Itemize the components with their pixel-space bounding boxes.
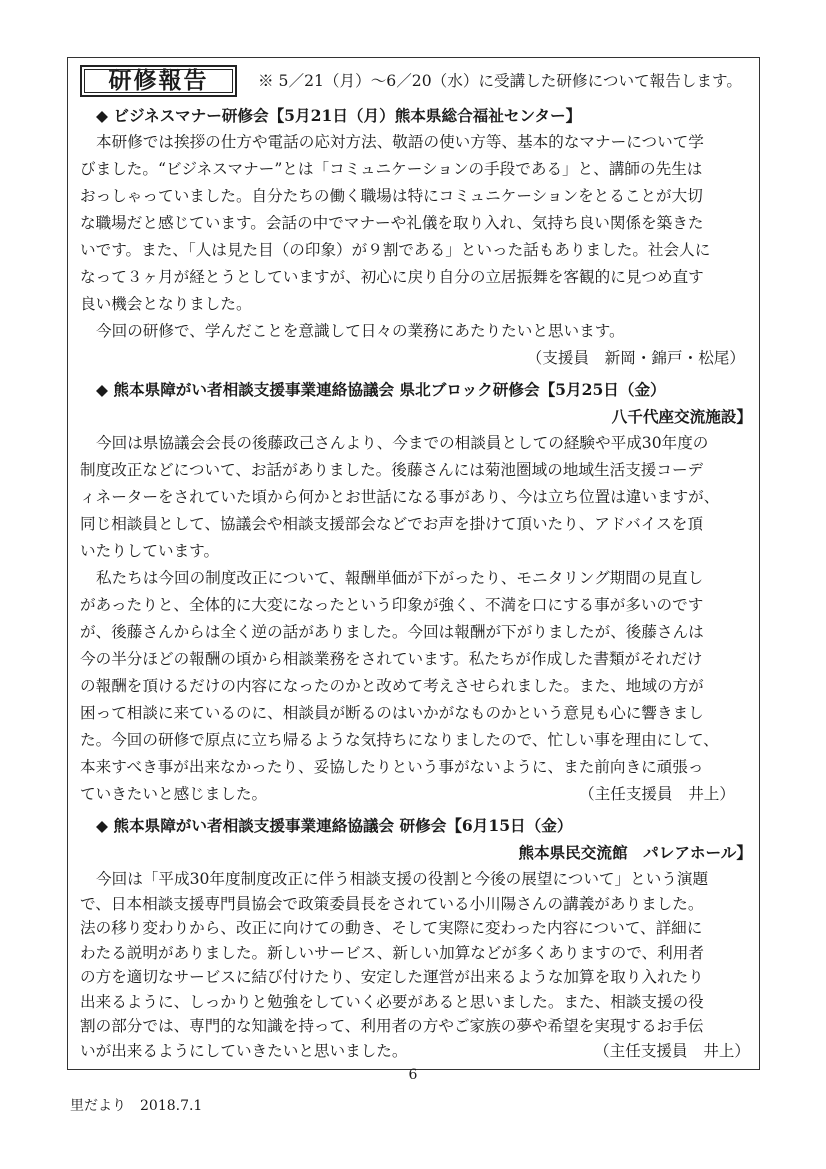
section-1-line: びました。“ビジネスマナー”とは「コミュニケーションの手段である」と、講師の先生は <box>80 160 703 178</box>
section-3-line: 今回は「平成30年度制度改正に伴う相談支援の役割と今後の展望について」という演題 <box>96 870 709 888</box>
page-number: 6 <box>408 1067 418 1083</box>
section-2-line: 私たちは今回の制度改正について、報酬単価が下がったり、モニタリング期間の見直し <box>96 569 704 587</box>
section-2-line: ィネーターをされていた頃から何かとお世話になる事があり、今は立ち位置は違いますが、 <box>80 488 720 506</box>
section-3-line: わたる説明がありました。新しいサービス、新しい加算などが多くありますので、利用者 <box>80 943 704 962</box>
section-2-line: 制度改正などについて、お話がありました。後藤さんには菊池圏域の地域生活支援コーデ <box>80 461 704 479</box>
intro-note: ※ 5／21（月）～6／20（水）に受講した研修について報告します。 <box>258 72 742 90</box>
section-3-line: 割の部分では、専門的な知識を持って、利用者の方やご家族の夢や希望を実現するお手伝 <box>80 1017 704 1035</box>
section-3-line: の方を適切なサービスに結び付けたり、安定した運営が出来るような加算を取り入れたり <box>80 968 704 986</box>
section-2-line: た。今回の研修で原点に立ち帰るような気持ちになりましたので、忙しい事を理由にして、 <box>80 731 719 749</box>
report-title: 研修報告 <box>80 65 237 97</box>
section-2-line: があったりと、全体的に大変になったという印象が強く、不満を口にする事が多いのです <box>80 596 704 614</box>
section-3-line: 出来るように、しっかりと勉強をしていく必要があると思いました。また、相談支援の役 <box>80 992 704 1011</box>
section-3-venue: 熊本県民交流館 パレアホール】 <box>518 843 752 862</box>
section-3-heading: ◆ 熊本県障がい者相談支援事業連絡協議会 研修会【6月15日（金） <box>96 816 573 835</box>
section-1-heading: ◆ ビジネスマナー研修会【5月21日（月）熊本県総合福祉センター】 <box>96 106 582 125</box>
section-2-line: 今回は県協議会会長の後藤政己さんより、今までの相談員としての経験や平成30年度の <box>96 434 709 452</box>
section-2-venue: 八千代座交流施設】 <box>611 407 752 426</box>
section-3-line: 法の移り変わりから、改正に向けての動き、そして実際に変わった内容について、詳細に <box>80 919 703 937</box>
section-1-line: おっしゃっていました。自分たちの働く職場は特にコミュニケーションをとることが大切 <box>80 187 703 205</box>
section-1-line: いです。また、「人は見た目（の印象）が９割である」といった話もありました。社会人に <box>80 241 711 259</box>
section-2-line: ていきたいと感じました。 <box>80 785 268 803</box>
section-1-signature: （支援員 新岡・錦戸・松尾） <box>526 349 745 367</box>
section-2-line: 本来すべき事が出来なかったり、妥協したりという事がないように、また前向きに頑張っ <box>80 758 704 776</box>
section-2-line: いたりしています。 <box>80 542 220 560</box>
section-1-line: 良い機会となりました。 <box>80 295 252 313</box>
page-frame <box>67 57 760 1070</box>
section-3-line: で、日本相談支援専門員協会で政策委員長をされている小川陽さんの講義がありました。 <box>80 894 704 913</box>
section-2-heading: ◆ 熊本県障がい者相談支援事業連絡協議会 県北ブロック研修会【5月25日（金） <box>96 380 666 399</box>
section-2-line: 同じ相談員として、協議会や相談支援部会などでお声を掛けて頂いたり、アドバイスを頂 <box>80 515 703 533</box>
section-2-line: の報酬を頂けるだけの内容になったのかと改めて考えさせられました。また、地域の方が <box>80 677 704 695</box>
section-1-line: なって３ヶ月が経とうとしていますが、初心に戻り自分の立居振舞を客観的に見つめ直す <box>80 268 704 286</box>
newsletter-issue: 里だより 2018.7.1 <box>70 1098 203 1114</box>
section-2-line: 困って相談に来ているのに、相談員が断るのはいかがなものかという意見も心に響きまし <box>80 704 704 722</box>
section-3-line: いが出来るようにしていきたいと思いました。 <box>80 1041 408 1060</box>
section-2-line: 今の半分ほどの報酬の頃から相談業務をされています。私たちが作成した書類がそれだけ <box>80 650 703 668</box>
section-2-signature: （主任支援員 井上） <box>579 785 735 803</box>
section-1-line: な職場だと感じています。会話の中でマナーや礼儀を取り入れ、気持ち良い関係を築きた <box>80 214 704 232</box>
section-2-line: が、後藤さんからは全く逆の話がありました。今回は報酬が下がりましたが、後藤さんは <box>80 623 704 641</box>
section-1-line: 今回の研修で、学んだことを意識して日々の業務にあたりたいと思います。 <box>96 322 625 340</box>
section-1-line: 本研修では挨拶の仕方や電話の応対方法、敬語の使い方等、基本的なマナーについて学 <box>96 133 704 151</box>
section-3-signature: （主任支援員 井上） <box>594 1041 750 1060</box>
